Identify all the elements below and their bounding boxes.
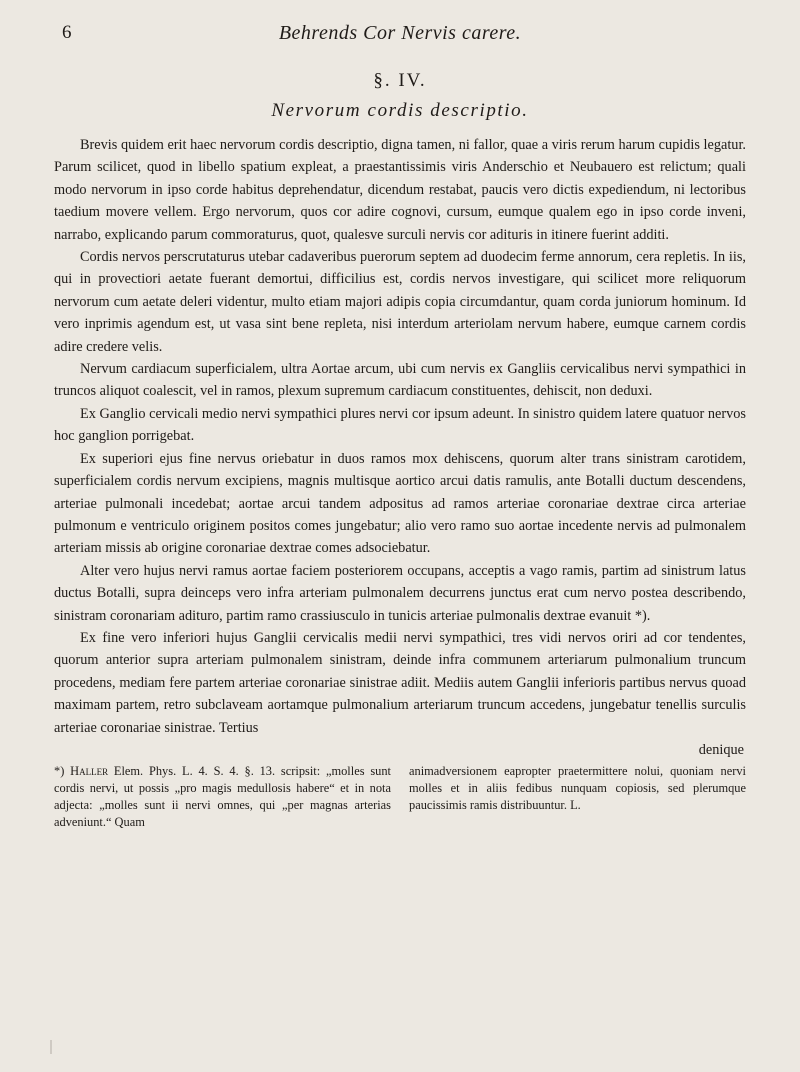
footnote-right-column (409, 763, 746, 831)
section-title: Nervorum cordis descriptio. (271, 100, 529, 121)
footnote-author: Haller (70, 764, 109, 779)
page-header (54, 22, 746, 52)
running-head: Behrends Cor Nervis carere. (278, 22, 522, 44)
catchword-line: denique (698, 741, 744, 758)
page-number: 6 (62, 22, 72, 43)
paragraph: Ex fine vero inferiori hujus Ganglii cervicalis medii nervi sympathici, tres vidi nervos oriri ad cor tendentes, quorum anterior supra arteriam pulmonalem sinistram, deinde infra communem arteriarum pulmonalium truncum procedens, mediam fere partem arteriae coronariae sinistrae adiit. Mediis autem Ganglii inferioris partibus nervus quoad maximam partem, retro subclaveam aortamque pulmonalium arteriarum truncum accedens, jungebatur tenellis surculis arteriae coronariae sinistrae. Tertius (54, 629, 746, 736)
footnote-continuation: animadversionem eapropter praetermittere nolui, quoniam nervi molles et in aliis fedibus nunquam copiosis, sed plerumque paucissimis ramis distribuuntur. L. (409, 764, 746, 813)
footnote-body: Elem. Phys. L. 4. S. 4. §. 13. scripsit: „molles sunt cordis nervi, ut possis „pro magis medullosis habere“ et in nota adjecta: „molles sunt ii nervi omnes, qui „per magnas arterias adveniunt.“ Quam (54, 764, 391, 830)
paragraph: Brevis quidem erit haec nervorum cordis descriptio, digna tamen, ni fallor, quae a viris rerum harum cupidis legatur. Parum scilicet, quod in libello spatium expleat, a praestantissimis viris Anderschio et Neubauero est relictum; quali modo nervorum in ipso corde habitus deprehendatur, dicendum restabat, paucis vero dictis expediendum, ni lectoribus taedium movere vellem. Ergo nervorum, quos cor adire cognovi, cursum, eumque qualem ego in ipso corde inveni, narrabo, explicando parum commoraturus, quot, qualesve surculi nervis cor adituris in itinere fuerint additi. (54, 137, 746, 243)
footnote-text (54, 763, 391, 831)
paragraph: Ex Ganglio cervicali medio nervi sympathici plures nervi cor ipsum adeunt. In sinistro quidem latere quatuor nervos hoc ganglion porrigebat. (54, 405, 746, 445)
footnotes (54, 763, 746, 831)
margin-mark (50, 1040, 60, 1054)
footnote-marker: *) (54, 764, 71, 779)
body-text (54, 134, 746, 761)
paragraph: Ex superiori ejus fine nervus oriebatur in duos ramos mox dehiscens, quorum alter trans sinistram carotidem, superficialem cordis nervum excipiens, magnis multisque aortico arcui datis ramulis, ante Botalli ductum descendens, arteriae pulmonali incedebat; aortae arcui tandem adpositus ad ramos arteriae coronariae dextrae circa arteriae pulmonum e ventriculo originem positos comes jungebatur; alio vero ramo suo aortae incedente nervis ad pulmonalem arteriam missis ab origine coronariae dextrae comes adsociebatur. (54, 450, 746, 557)
section-number: §. IV. (373, 70, 427, 91)
paragraph: Cordis nervos perscrutaturus utebar cadaveribus puerorum septem ad duodecim ferme annorum, cera repletis. In iis, qui in provectiori aetate fuerant demortui, difficilius est, cordis nervos investigare, qui scilicet more reliquorum nervorum cum aetate deleri videntur, multo etiam majori adipis copia circumdantur, quam corda juniorum hominum. Id vero inprimis agendum est, ut vasa sint bene repleta, nisi interdum arteriolam nervum habere, eumque carnem cordis adire credere velis. (54, 249, 746, 355)
paragraph: Alter vero hujus nervi ramus aortae faciem posteriorem occupans, acceptis a vago ramis, partim ad sinistrum latus ductus Botalli, supra deinceps vero infra arteriam pulmonalem decurrens junctus erat cum nervo postea describendo, sinistram coronariam adituro, partim ramo crassiusculo in tunicis arteriae pulmonalis dextrae evanuit *). (54, 562, 746, 624)
paragraph: Nervum cardiacum superficialem, ultra Aortae arcum, ubi cum nervis ex Gangliis cervicalibus nervi sympathici in truncos aliquot coalescit, vel in ramos, plexum supremum cardiacum constituentes, dehiscit, non deduxi. (54, 361, 746, 400)
footnote-left-column (54, 763, 391, 831)
